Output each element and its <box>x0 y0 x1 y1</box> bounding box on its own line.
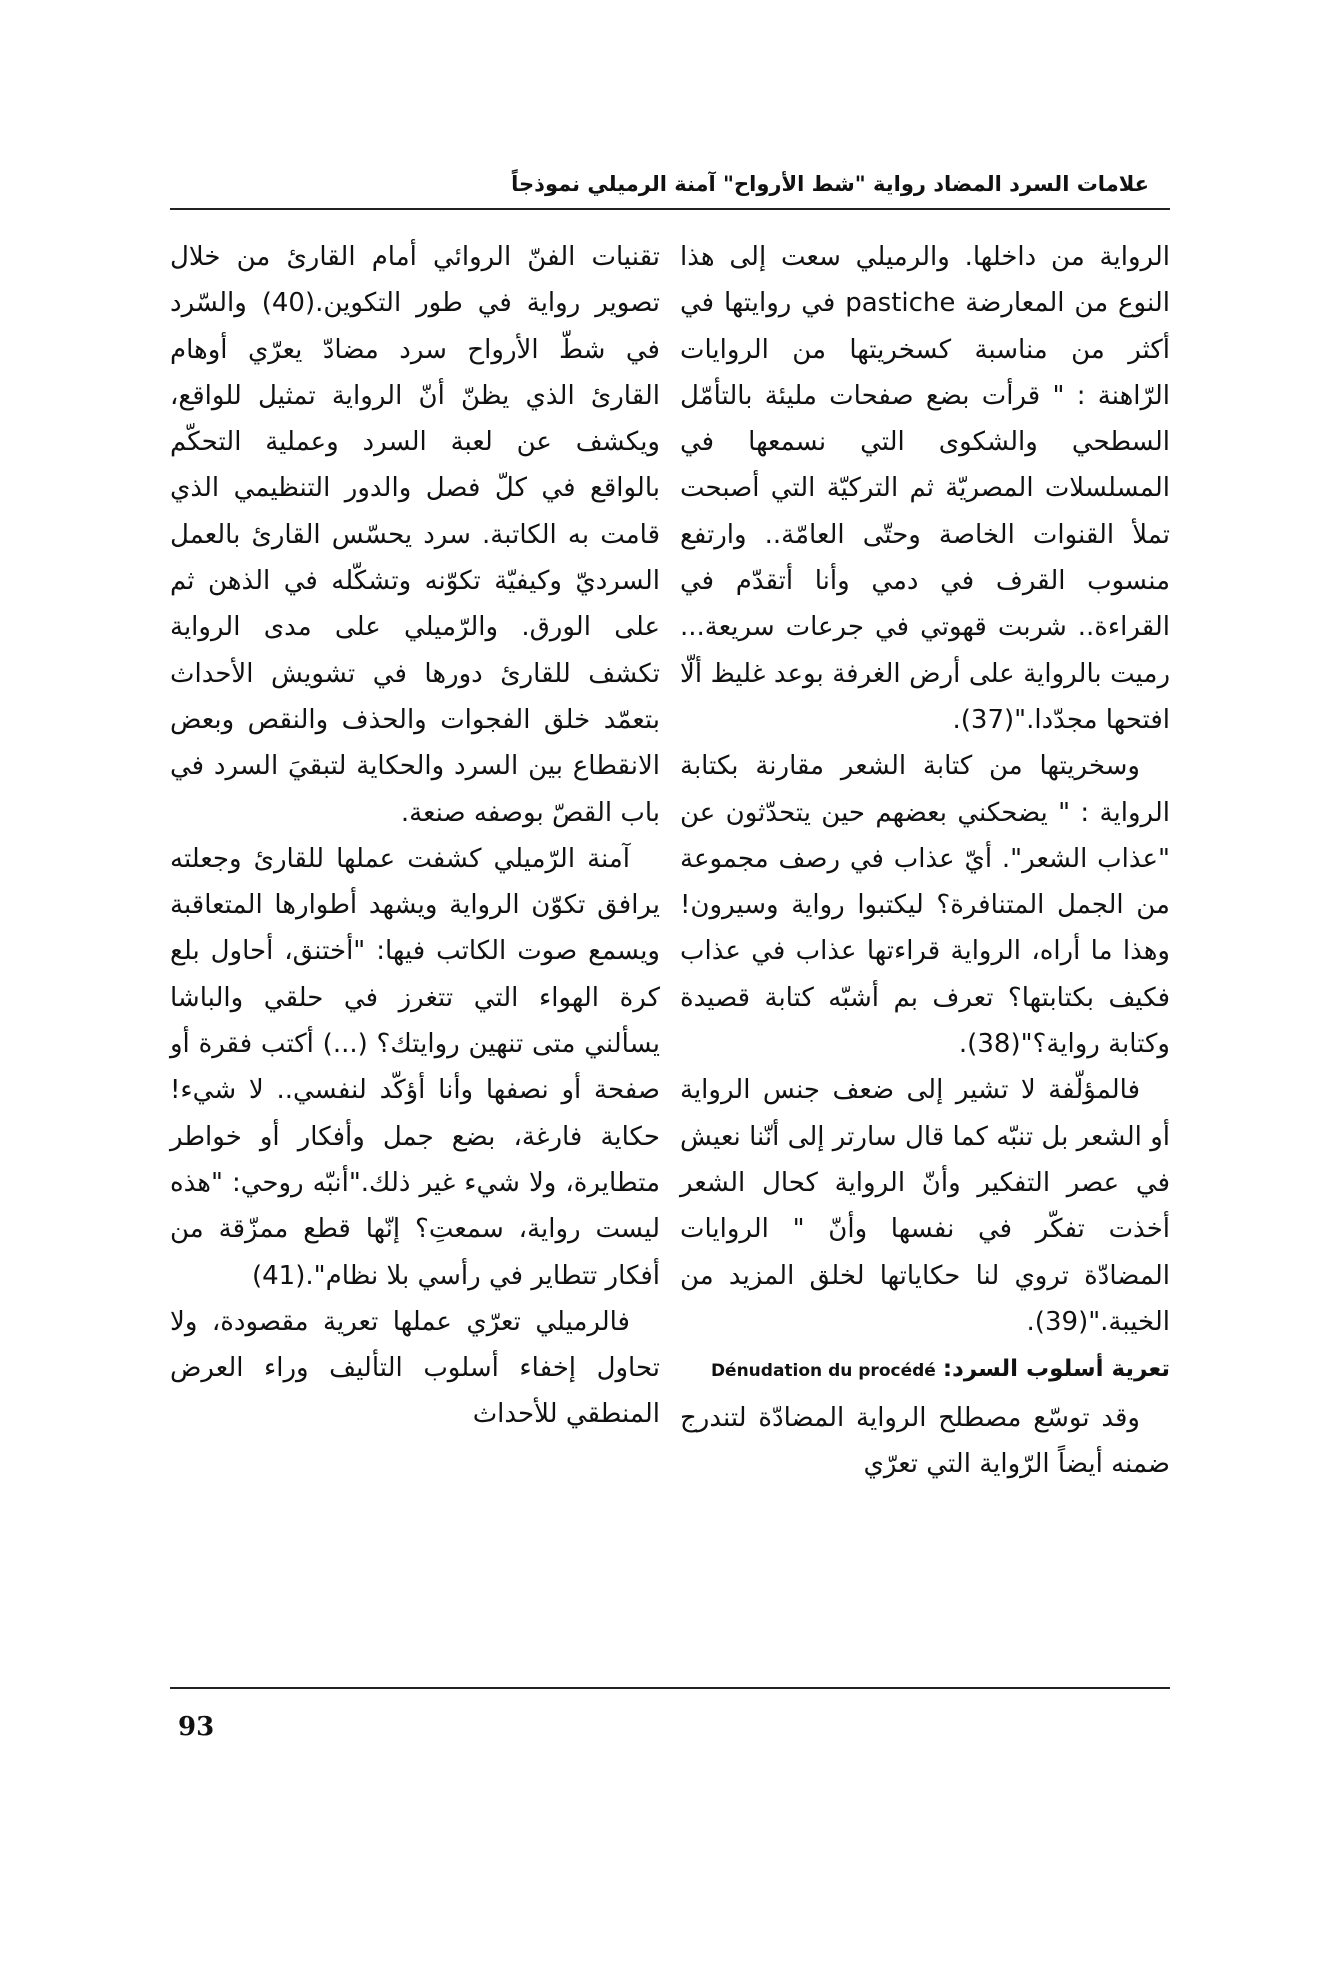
paragraph: آمنة الرّميلي كشفت عملها للقارئ وجعلته يرافق تكوّن الرواية ويشهد أطوارها المتعاقبة ويسمع صوت الكاتب فيها: "أختنق، أحاول بلع كرة الهواء التي تتغرز في حلقي والباشا يسألني متى تنهين روايتك؟ (...) أكتب فقرة أو صفحة أو نصفها وأنا أؤكّد لنفسي.. لا شيء! حكاية فارغة، بضع جمل وأفكار أو خواطر متطايرة، ولا شيء غير ذلك."أنبّه روحي: "هذه ليست رواية، سمعتِ؟ إنّها قطع ممزّقة من أفكار تتطاير في رأسي بلا نظام".(41) <box>170 843 660 1291</box>
paragraph: فالمؤلّفة لا تشير إلى ضعف جنس الرواية أو الشعر بل تنبّه كما قال سارتر إلى أنّنا نعيش في عصر التفكير وأنّ الرواية كحال الشعر أخذت تفكّر في نفسها وأنّ " الروايات المضادّة تروي لنا حكاياتها لخلق المزيد من الخيبة."(39). <box>680 1075 1170 1337</box>
section-heading-arabic: تعرية أسلوب السرد: <box>942 1356 1170 1383</box>
header-rule <box>170 208 1170 210</box>
left-column <box>170 234 660 1438</box>
footer-rule <box>170 1687 1170 1689</box>
paragraph: تقنيات الفنّ الروائي أمام القارئ من خلال تصوير رواية في طور التكوين.(40) والسّرد في شطّ الأرواح سرد مضادّ يعرّي أوهام القارئ الذي يظنّ أنّ الرواية تمثيل للواقع، ويكشف عن لعبة السرد وعملية التحكّم بالواقع في كلّ فصل والدور التنظيمي الذي قامت به الكاتبة. سرد يحسّس القارئ بالعمل السرديّ وكيفيّة تكوّنه وتشكّله في الذهن ثم على الورق. والرّميلي على مدى الرواية تكشف للقارئ دورها في تشويش الأحداث بتعمّد خلق الفجوات والحذف والنقص وبعض الانقطاع بين السرد والحكاية لتبقيَ السرد في باب القصّ بوصفه صنعة. <box>170 242 660 828</box>
section-heading-french: Dénudation du procédé <box>710 1361 936 1382</box>
section-heading <box>680 1351 1170 1389</box>
paragraph: فالرميلي تعرّي عملها تعرية مقصودة، ولا تحاول إخفاء أسلوب التأليف وراء العرض المنطقي للأحداث <box>170 1306 660 1430</box>
running-header-title: علامات السرد المضاد رواية "شط الأرواح" آمنة الرميلي نموذجاً <box>511 172 1149 196</box>
page-number: 93 <box>178 1712 215 1742</box>
paragraph: وقد توسّع مصطلح الرواية المضادّة لتندرج ضمنه أيضاً الرّواية التي تعرّي <box>680 1403 1170 1480</box>
paragraph: وسخريتها من كتابة الشعر مقارنة بكتابة الرواية : " يضحكني بعضهم حين يتحدّثون عن "عذاب الشعر". أيّ عذاب في رصف مجموعة من الجمل المتنافرة؟ ليكتبوا رواية وسيرون! وهذا ما أراه، الرواية قراءتها عذاب في عذاب فكيف بكتابتها؟ تعرف بم أشبّه كتابة قصيدة وكتابة رواية؟"(38). <box>680 751 1170 1060</box>
right-column <box>680 234 1170 1488</box>
paragraph: الرواية من داخلها. والرميلي سعت إلى هذا النوع من المعارضة pastiche في روايتها في أكثر من مناسبة كسخريتها من الروايات الرّاهنة : " قرأت بضع صفحات مليئة بالتأمّل السطحي والشكوى التي نسمعها في المسلسلات المصريّة ثم التركيّة التي أصبحت تملأ القنوات الخاصة وحتّى العامّة.. وارتفع منسوب القرف في دمي وأنا أتقدّم في القراءة.. شربت قهوتي في جرعات سريعة... رميت بالرواية على أرض الغرفة بوعد غليظ ألّا افتحها مجدّدا."(37). <box>680 242 1170 735</box>
